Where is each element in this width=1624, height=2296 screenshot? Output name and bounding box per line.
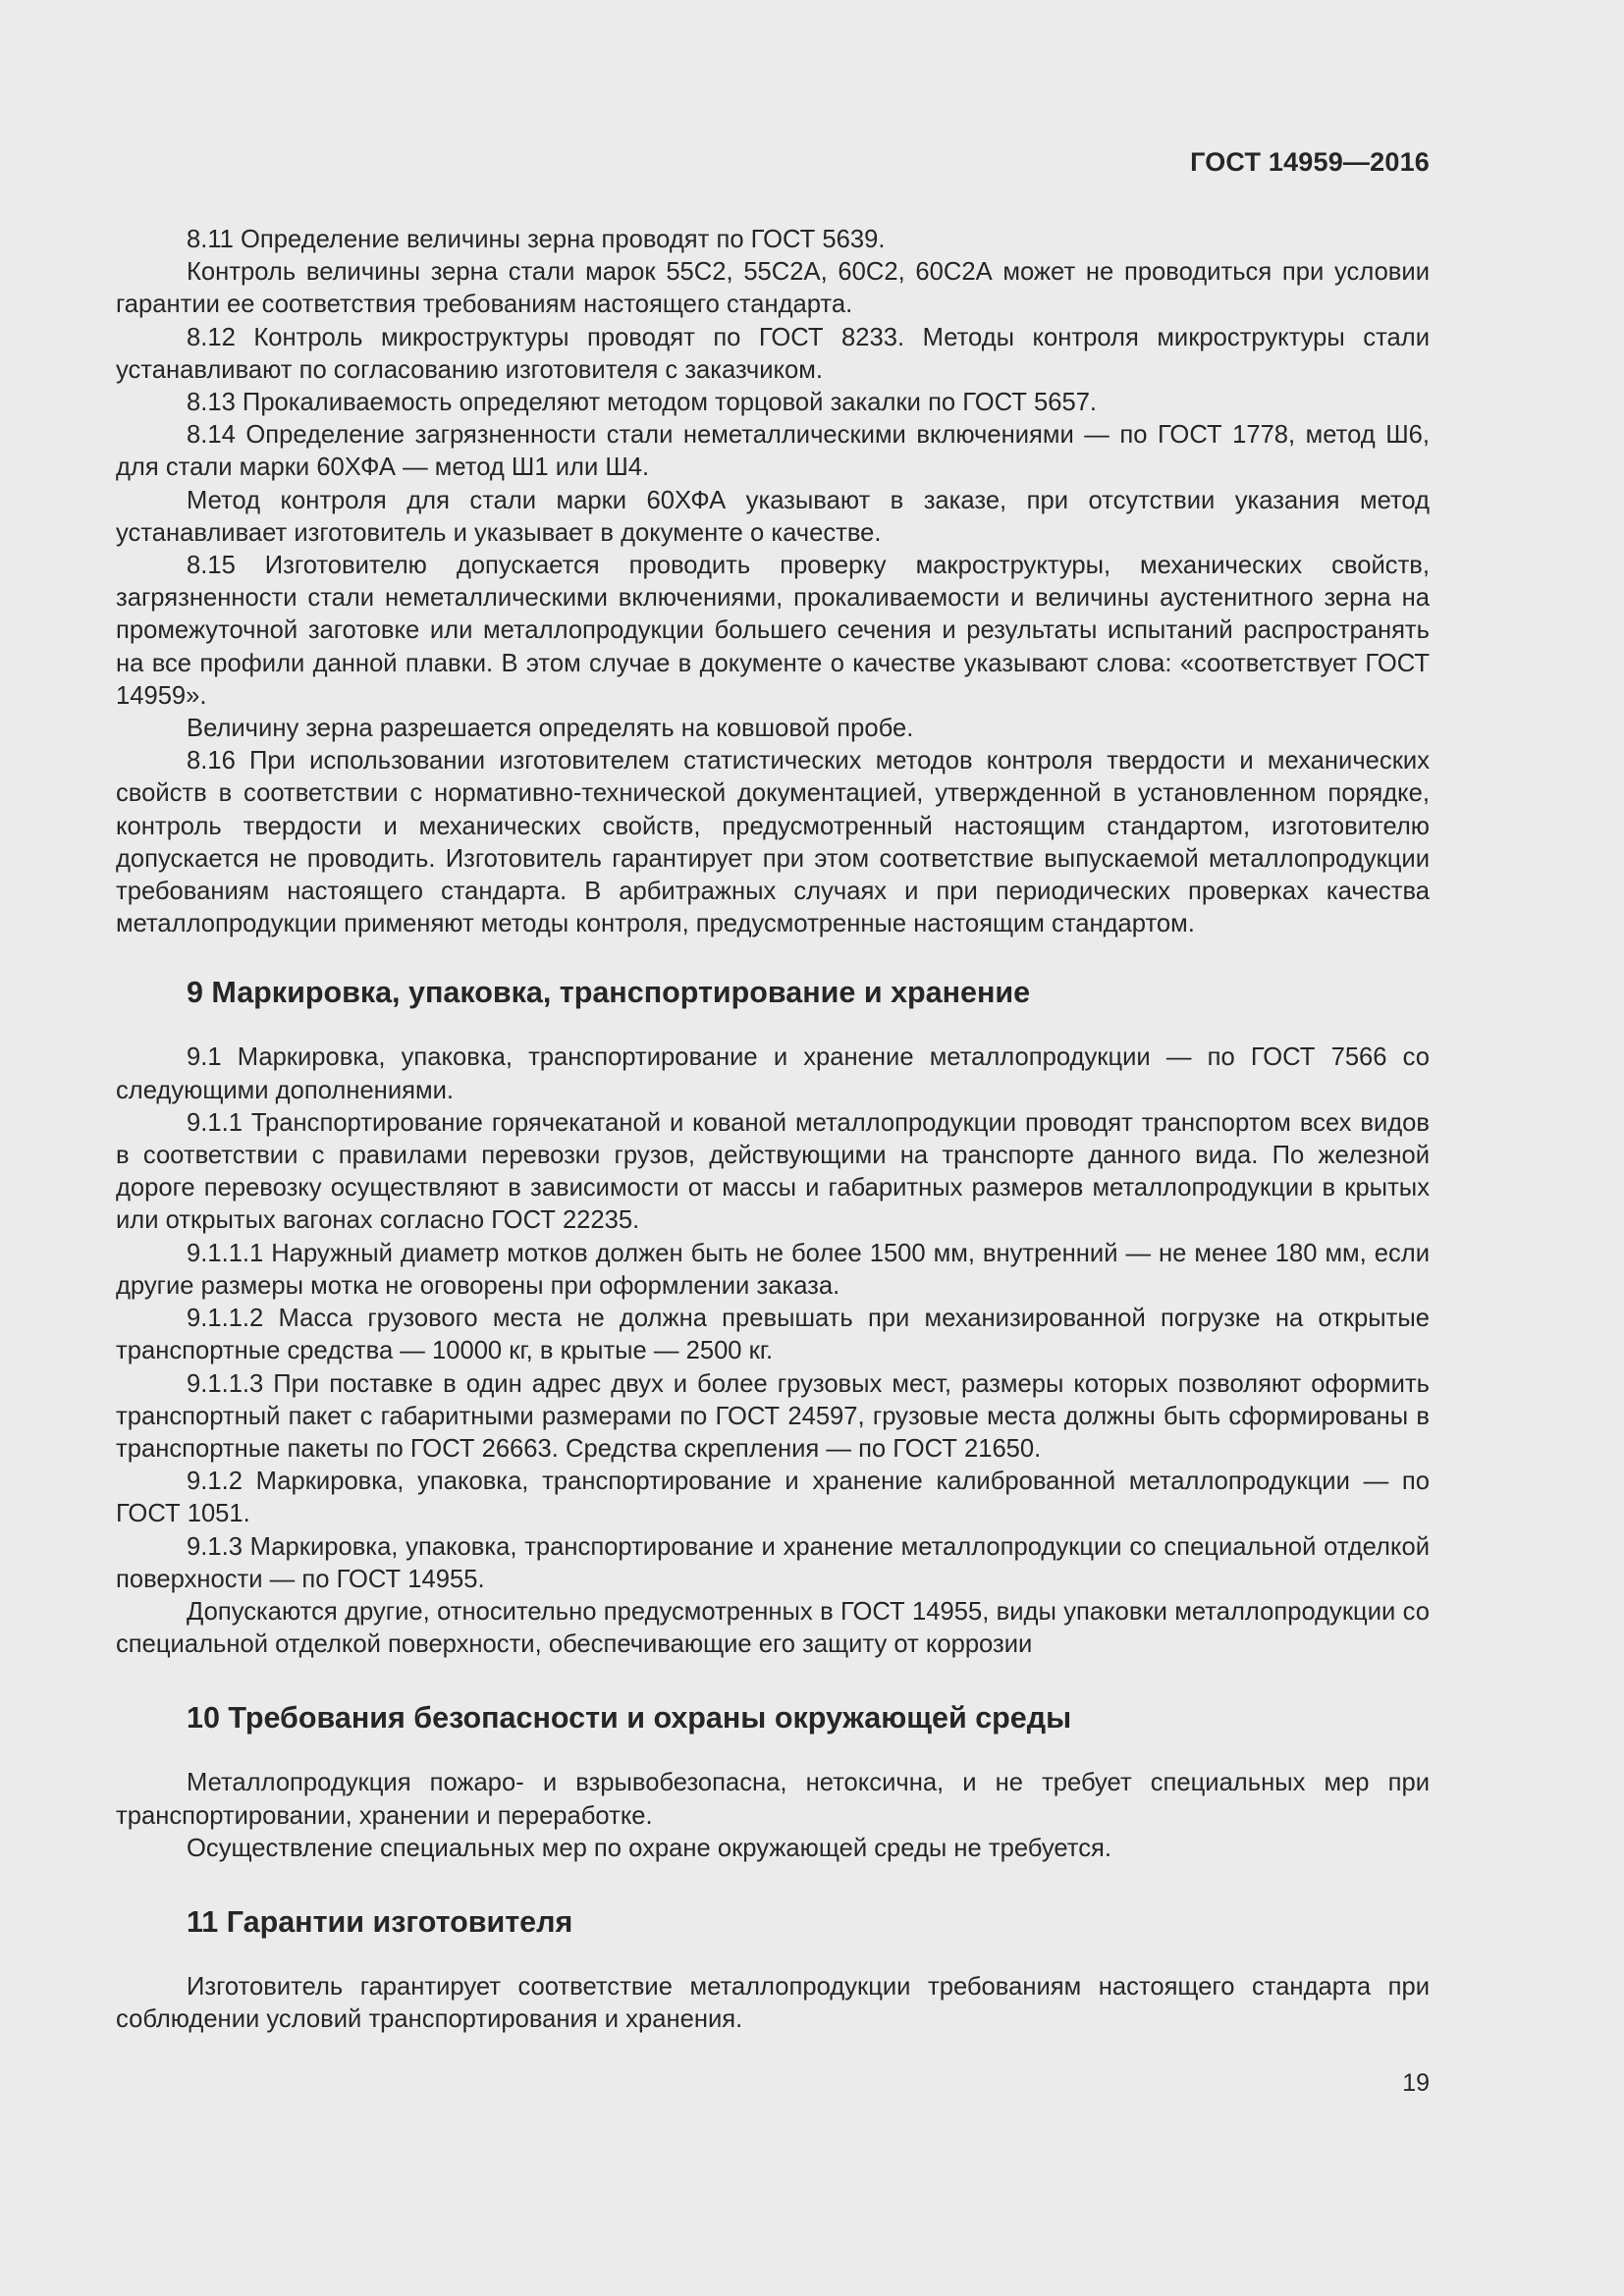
paragraph-8-14: 8.14 Определение загрязненности стали неметаллическими включениями — по ГОСТ 1778, метод Ш6, для стали марки 60ХФА — метод Ш1 или Ш4. (116, 421, 1430, 482)
paragraph-warranty: Изготовитель гарантирует соответствие металлопродукции требованиям настоящего стандарта при соблюдении условий транспортирования и хранения. (116, 1972, 1430, 2034)
paragraph-9-1-1: 9.1.1 Транспортирование горячекатаной и кованой металлопродукции проводят транспортом всех видов в соответствии с правилами перевозки грузов, действующими на транспорте данного вида. По железной дороге перевозку осуществляют в зависимости от массы и габаритных размеров металлопродукции в крытых или открытых вагонах согласно ГОСТ 22235. (116, 1108, 1430, 1235)
paragraph-8-16: 8.16 При использовании изготовителем статистических методов контроля твердости и механических свойств в соответствии с нормативно-технической документацией, утвержденной в установленном порядке, контроль твердости и механических свойств, предусмотренный настоящим стандартом, изготовителю допускается не проводить. Изготовитель гарантирует при этом соответствие выпускаемой металлопродукции требованиям настоящего стандарта. В арбитражных случаях и при периодических проверках качества металлопродукции применяют методы контроля, предусмотренные настоящим стандартом. (116, 747, 1430, 938)
paragraph-environment: Осуществление специальных мер по охране окружающей среды не требуется. (187, 1834, 1111, 1862)
paragraph-9-1: 9.1 Маркировка, упаковка, транспортирование и хранение металлопродукции — по ГОСТ 7566 со следующими дополнениями. (116, 1043, 1430, 1104)
section-10-heading: 10 Требования безопасности и охраны окружающей среды (187, 1701, 1072, 1735)
paragraph-packaging-alternatives: Допускаются другие, относительно предусмотренных в ГОСТ 14955, виды упаковки металлопродукции со специальной отделкой поверхности, обеспечивающие его защиту от коррозии (116, 1597, 1430, 1659)
paragraph-ladle-sample: Величину зерна разрешается определять на ковшовой пробе. (187, 715, 914, 743)
paragraph-8-11: 8.11 Определение величины зерна проводят по ГОСТ 5639. (187, 226, 886, 253)
paragraph-9-1-1-2: 9.1.1.2 Масса грузового места не должна превышать при механизированной погрузке на открытые транспортные средства — 10000 кг, в крытые — 2500 кг. (116, 1305, 1430, 1365)
paragraph-8-13: 8.13 Прокаливаемость определяют методом торцовой закалки по ГОСТ 5657. (187, 389, 1098, 417)
paragraph-9-1-3: 9.1.3 Маркировка, упаковка, транспортирование и хранение металлопродукции со специальной отделкой поверхности — по ГОСТ 14955. (116, 1532, 1430, 1593)
document-body (116, 224, 1430, 2036)
section-8 (116, 224, 1430, 940)
document-code-header: ГОСТ 14959—2016 (1190, 147, 1430, 177)
section-10 (116, 1698, 1430, 1865)
section-9 (116, 973, 1430, 1661)
section-11-heading: 11 Гарантии изготовителя (187, 1904, 573, 1939)
paragraph-8-12: 8.12 Контроль микроструктуры проводят по ГОСТ 8233. Методы контроля микроструктуры стали устанавливают по согласованию изготовителя с заказчиком. (116, 323, 1430, 384)
paragraph-9-1-1-1: 9.1.1.1 Наружный диаметр мотков должен быть не более 1500 мм, внутренний — не менее 180 мм, если другие размеры мотка не оговорены при оформлении заказа. (116, 1239, 1430, 1300)
paragraph-control-method: Метод контроля для стали марки 60ХФА указывают в заказе, при отсутствии указания метод устанавливает изготовитель и указывает в документе о качестве. (116, 486, 1430, 547)
paragraph-9-1-1-3: 9.1.1.3 При поставке в один адрес двух и более грузовых мест, размеры которых позволяют оформить транспортный пакет с габаритными размерами по ГОСТ 24597, грузовые места должны быть сформированы в транспортные пакеты по ГОСТ 26663. Средства скрепления — по ГОСТ 21650. (116, 1369, 1430, 1463)
paragraph-8-15: 8.15 Изготовителю допускается проводить проверку макроструктуры, механических свойств, загрязненности стали неметаллическими включениями, прокаливаемости и величины аустенитного зерна на промежуточной заготовке или металлопродукции большего сечения и результаты испытаний распространять на все профили данной плавки. В этом случае в документе о качестве указывают слова: «соответствует ГОСТ 14959». (116, 552, 1430, 710)
paragraph-9-1-2: 9.1.2 Маркировка, упаковка, транспортирование и хранение калиброванной металлопродукции — по ГОСТ 1051. (116, 1468, 1430, 1528)
section-9-heading: 9 Маркировка, упаковка, транспортирование и хранение (187, 976, 1031, 1010)
section-11 (116, 1902, 1430, 2036)
paragraph-grain-control: Контроль величины зерна стали марок 55С2, 55С2А, 60С2, 60С2А может не проводиться при условии гарантии ее соответствия требованиям настоящего стандарта. (116, 258, 1430, 319)
paragraph-safety: Металлопродукция пожаро- и взрывобезопасна, нетоксична, и не требует специальных мер при транспортировании, хранении и переработке. (116, 1769, 1430, 1830)
page-number: 19 (1402, 2069, 1430, 2097)
